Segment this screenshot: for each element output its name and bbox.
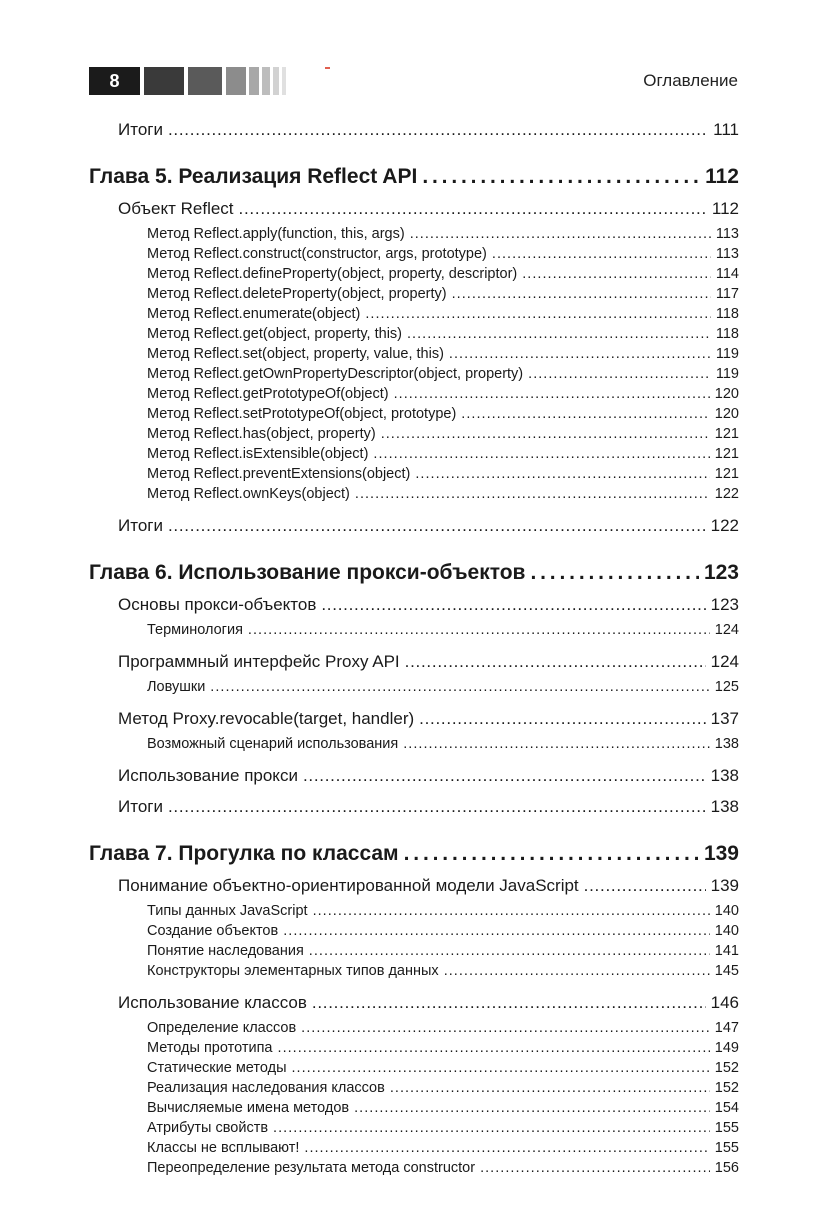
toc-entry-page: 140 [714, 903, 739, 919]
toc-entry-page: 125 [714, 679, 739, 695]
toc-entry-page: 122 [710, 516, 739, 535]
toc-entry-title: Атрибуты свойств [147, 1120, 269, 1136]
toc-entry-page: 117 [715, 286, 739, 302]
toc-entry-page: 123 [710, 595, 739, 614]
toc-entry-title: Использование прокси [118, 766, 298, 785]
dot-leader [283, 921, 710, 941]
toc-entry-page: 112 [711, 199, 739, 218]
dot-leader [365, 304, 711, 324]
dot-leader [373, 444, 709, 464]
toc-sub-entry [89, 484, 739, 504]
table-of-contents [89, 114, 739, 1178]
toc-entry-title: Метод Reflect.setPrototypeOf(object, prototype) [147, 406, 457, 422]
dot-leader [309, 941, 710, 961]
toc-sub-entry [89, 264, 739, 284]
toc-entry-page: 137 [710, 709, 739, 728]
toc-entry-title: Определение классов [147, 1020, 297, 1036]
toc-sub-entry [89, 444, 739, 464]
toc-entry-title: Возможный сценарий использования [147, 736, 399, 752]
dot-leader [405, 646, 706, 677]
toc-entry-page: 138 [714, 736, 739, 752]
dot-leader [522, 264, 711, 284]
toc-entry-title: Глава 5. Реализация Reflect API [89, 165, 418, 188]
toc-entry-page: 118 [715, 306, 739, 322]
running-title: Оглавление [643, 71, 738, 90]
toc-chapter-entry [89, 557, 739, 589]
toc-entry-title: Метод Reflect.set(object, property, value, this) [147, 346, 444, 362]
dot-leader [273, 1118, 710, 1138]
toc-entry-page: 146 [710, 993, 739, 1012]
dot-leader [278, 1038, 710, 1058]
toc-entry-title: Метод Reflect.preventExtensions(object) [147, 466, 411, 482]
toc-section-entry [89, 791, 739, 822]
toc-sub-entry [89, 734, 739, 754]
toc-sub-entry [89, 677, 739, 697]
toc-sub-entry [89, 224, 739, 244]
toc-sub-entry [89, 384, 739, 404]
toc-sub-entry [89, 464, 739, 484]
toc-sub-entry [89, 324, 739, 344]
toc-entry-page: 121 [714, 446, 739, 462]
toc-sub-entry [89, 921, 739, 941]
dot-leader [312, 987, 706, 1018]
dot-leader [410, 224, 711, 244]
toc-entry-title: Реализация наследования классов [147, 1080, 385, 1096]
toc-entry-page: 154 [714, 1100, 739, 1116]
page-number: 8 [89, 67, 140, 95]
dot-leader [530, 557, 698, 589]
dot-leader [168, 114, 708, 145]
toc-entry-title: Метод Reflect.get(object, property, this) [147, 326, 402, 342]
toc-entry-page: 138 [710, 797, 739, 816]
toc-entry-page: 114 [715, 266, 739, 282]
toc-entry-page: 120 [714, 386, 739, 402]
dot-leader [444, 961, 710, 981]
toc-section-entry [89, 114, 739, 145]
toc-entry-page: 156 [714, 1160, 739, 1176]
toc-entry-title: Методы прототипа [147, 1040, 273, 1056]
dot-leader [422, 161, 700, 193]
toc-entry-title: Глава 7. Прогулка по классам [89, 842, 399, 865]
toc-entry-title: Итоги [118, 797, 163, 816]
toc-chapter-entry [89, 838, 739, 870]
header-bar-block [262, 67, 270, 95]
toc-entry-page: 112 [705, 165, 739, 188]
toc-entry-title: Метод Reflect.enumerate(object) [147, 306, 361, 322]
toc-entry-title: Переопределение результата метода constructor [147, 1160, 476, 1176]
toc-entry-page: 124 [710, 652, 739, 671]
dot-leader [354, 1098, 710, 1118]
toc-entry-title: Метод Reflect.getOwnPropertyDescriptor(object, property) [147, 366, 524, 382]
toc-entry-title: Понимание объектно-ориентированной модели JavaScript [118, 876, 579, 895]
dot-leader [321, 589, 705, 620]
toc-entry-title: Метод Reflect.getPrototypeOf(object) [147, 386, 389, 402]
toc-entry-page: 141 [714, 943, 739, 959]
toc-sub-entry [89, 404, 739, 424]
toc-entry-page: 111 [713, 120, 739, 139]
toc-entry-title: Метод Reflect.ownKeys(object) [147, 486, 350, 502]
dot-leader [248, 620, 710, 640]
toc-entry-page: 138 [710, 766, 739, 785]
toc-entry-title: Ловушки [147, 679, 206, 695]
dot-leader [390, 1078, 710, 1098]
dot-leader [292, 1058, 710, 1078]
toc-entry-title: Итоги [118, 120, 163, 139]
toc-entry-title: Метод Reflect.has(object, property) [147, 426, 376, 442]
toc-entry-title: Использование классов [118, 993, 307, 1012]
toc-entry-title: Конструкторы элементарных типов данных [147, 963, 439, 979]
dot-leader [480, 1158, 710, 1178]
dot-leader [304, 1138, 709, 1158]
toc-sub-entry [89, 424, 739, 444]
dot-leader [461, 404, 710, 424]
toc-entry-page: 119 [715, 346, 739, 362]
toc-chapter-entry [89, 161, 739, 193]
dot-leader [407, 324, 711, 344]
toc-section-entry [89, 510, 739, 541]
toc-entry-page: 155 [714, 1120, 739, 1136]
toc-sub-entry [89, 961, 739, 981]
toc-entry-title: Метод Reflect.construct(constructor, args, prototype) [147, 246, 487, 262]
dot-leader [239, 193, 707, 224]
toc-entry-page: 145 [714, 963, 739, 979]
toc-sub-entry [89, 1158, 739, 1178]
dot-leader [210, 677, 710, 697]
toc-entry-page: 113 [715, 246, 739, 262]
toc-entry-page: 147 [714, 1020, 739, 1036]
header-accent-mark [325, 67, 330, 69]
toc-entry-title: Терминология [147, 622, 243, 638]
toc-sub-entry [89, 1058, 739, 1078]
toc-entry-page: 113 [715, 226, 739, 242]
toc-sub-entry [89, 1138, 739, 1158]
dot-leader [452, 284, 711, 304]
toc-entry-page: 155 [714, 1140, 739, 1156]
toc-sub-entry [89, 1038, 739, 1058]
toc-entry-page: 119 [715, 366, 739, 382]
dot-leader [313, 901, 710, 921]
toc-entry-title: Вычисляемые имена методов [147, 1100, 350, 1116]
toc-entry-title: Метод Reflect.apply(function, this, args) [147, 226, 405, 242]
header-bar-block [144, 67, 184, 95]
toc-entry-page: 123 [703, 561, 739, 584]
dot-leader [168, 791, 706, 822]
header-bar-block [249, 67, 259, 95]
toc-entry-title: Программный интерфейс Proxy API [118, 652, 400, 671]
toc-entry-page: 152 [714, 1080, 739, 1096]
toc-section-entry [89, 870, 739, 901]
toc-section-entry [89, 193, 739, 224]
page-header [89, 67, 738, 95]
dot-leader [584, 870, 706, 901]
toc-sub-entry [89, 620, 739, 640]
toc-entry-title: Типы данных JavaScript [147, 903, 308, 919]
dot-leader [528, 364, 711, 384]
toc-entry-page: 139 [710, 876, 739, 895]
header-bar-block [188, 67, 222, 95]
toc-entry-page: 121 [714, 426, 739, 442]
dot-leader [168, 510, 706, 541]
dot-leader [355, 484, 710, 504]
toc-entry-page: 152 [714, 1060, 739, 1076]
toc-entry-page: 140 [714, 923, 739, 939]
dot-leader [303, 760, 706, 791]
dot-leader [404, 838, 699, 870]
toc-entry-title: Классы не всплывают! [147, 1140, 300, 1156]
toc-sub-entry [89, 1018, 739, 1038]
toc-sub-entry [89, 344, 739, 364]
toc-entry-page: 139 [703, 842, 739, 865]
toc-entry-title: Объект Reflect [118, 199, 234, 218]
toc-entry-title: Метод Reflect.defineProperty(object, property, descriptor) [147, 266, 518, 282]
dot-leader [403, 734, 710, 754]
header-bar-block [282, 67, 286, 95]
dot-leader [381, 424, 710, 444]
toc-sub-entry [89, 304, 739, 324]
toc-entry-title: Основы прокси-объектов [118, 595, 317, 614]
toc-entry-page: 121 [714, 466, 739, 482]
toc-entry-title: Понятие наследования [147, 943, 304, 959]
toc-entry-title: Статические методы [147, 1060, 287, 1076]
toc-sub-entry [89, 284, 739, 304]
toc-entry-title: Метод Reflect.deleteProperty(object, property) [147, 286, 447, 302]
toc-entry-page: 120 [714, 406, 739, 422]
toc-sub-entry [89, 941, 739, 961]
dot-leader [449, 344, 711, 364]
toc-entry-page: 118 [715, 326, 739, 342]
toc-entry-title: Метод Reflect.isExtensible(object) [147, 446, 369, 462]
toc-section-entry [89, 646, 739, 677]
dot-leader [419, 703, 705, 734]
toc-sub-entry [89, 901, 739, 921]
toc-entry-page: 149 [714, 1040, 739, 1056]
toc-section-entry [89, 589, 739, 620]
toc-entry-title: Глава 6. Использование прокси-объектов [89, 561, 526, 584]
toc-entry-title: Итоги [118, 516, 163, 535]
header-bar-block [273, 67, 279, 95]
toc-sub-entry [89, 244, 739, 264]
dot-leader [301, 1018, 710, 1038]
toc-section-entry [89, 760, 739, 791]
toc-section-entry [89, 987, 739, 1018]
header-bar-block [226, 67, 246, 95]
toc-entry-title: Метод Proxy.revocable(target, handler) [118, 709, 415, 728]
toc-sub-entry [89, 364, 739, 384]
toc-entry-page: 124 [714, 622, 739, 638]
toc-entry-title: Создание объектов [147, 923, 279, 939]
dot-leader [492, 244, 711, 264]
toc-sub-entry [89, 1098, 739, 1118]
toc-entry-page: 122 [714, 486, 739, 502]
dot-leader [394, 384, 710, 404]
toc-section-entry [89, 703, 739, 734]
toc-sub-entry [89, 1118, 739, 1138]
toc-sub-entry [89, 1078, 739, 1098]
dot-leader [415, 464, 709, 484]
